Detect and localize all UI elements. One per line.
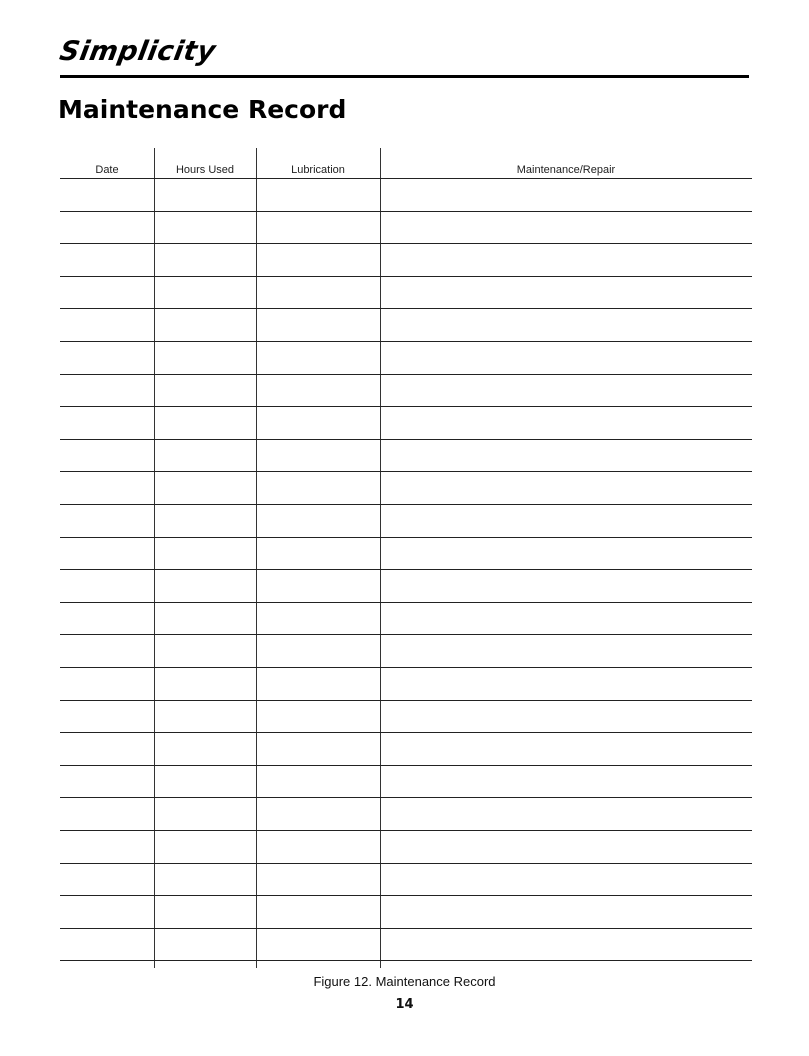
table-row-line	[60, 830, 752, 831]
table-row-line	[60, 439, 752, 440]
table-row-line	[60, 406, 752, 407]
table-row-line	[60, 960, 752, 961]
column-header-lubrication: Lubrication	[291, 164, 345, 176]
table-row-line	[60, 700, 752, 701]
table-row-line	[60, 797, 752, 798]
table-row-line	[60, 634, 752, 635]
table-row-line	[60, 765, 752, 766]
page-number: 14	[395, 997, 414, 1012]
table-row-line	[60, 928, 752, 929]
table-row-line	[60, 341, 752, 342]
table-row-line	[60, 895, 752, 896]
table-row-line	[60, 178, 752, 179]
table-row-line	[60, 243, 752, 244]
column-divider	[154, 148, 155, 968]
column-divider	[256, 148, 257, 968]
table-row-line	[60, 732, 752, 733]
table-row-line	[60, 211, 752, 212]
column-header-date: Date	[95, 164, 119, 176]
table-row-line	[60, 308, 752, 309]
page-title: Maintenance Record	[58, 95, 347, 124]
table-row-line	[60, 602, 752, 603]
table-row-line	[60, 504, 752, 505]
header-rule	[60, 75, 749, 78]
figure-caption: Figure 12. Maintenance Record	[313, 974, 496, 989]
table-row-line	[60, 276, 752, 277]
column-divider	[380, 148, 381, 968]
maintenance-record-table	[60, 148, 752, 968]
table-row-line	[60, 537, 752, 538]
brand-logo: Simplicity	[57, 36, 219, 67]
table-row-line	[60, 471, 752, 472]
column-header-maintenance-repair: Maintenance/Repair	[516, 164, 616, 176]
table-row-line	[60, 569, 752, 570]
column-header-hours-used: Hours Used	[175, 164, 235, 176]
table-row-line	[60, 863, 752, 864]
table-row-line	[60, 374, 752, 375]
table-row-line	[60, 667, 752, 668]
